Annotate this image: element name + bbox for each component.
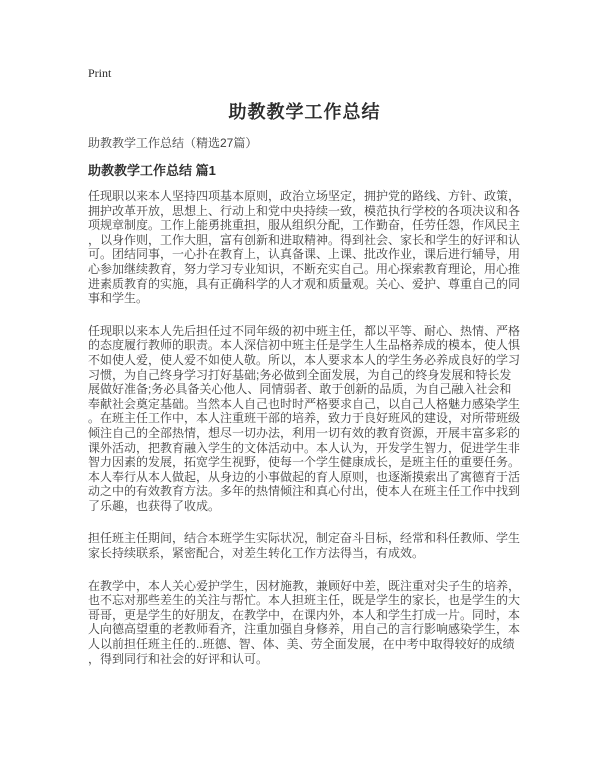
paragraph-1: 任现职以来本人坚持四项基本原则，政治立场坚定，拥护党的路线、方针、政策，拥护改革开放，思想上、行动上和党中央持续一致，模范执行学校的各项决议和各项规章制度。工作上能勇挑重担，服从组织分配，工作勤奋，任劳任怨，作风民主，以身作则，工作大胆，富有创新和进取精神。得到社会、家长和学生的好评和认可。团结同事，一心扑在教育上，认真备课、上课、批改作业，课后进行辅导，用心参加继续教育，努力学习专业知识，不断充实自己。用心探索教育理论，用心推进素质教育的实施，具有正确科学的人才观和质量观。关心、爱护、尊重自己的同事和学生。 <box>88 189 521 306</box>
paragraph-3: 担任班主任期间，结合本班学生实际状况，制定奋斗目标，经常和科任教师、学生家长持续联系，紧密配合，对差生转化工作方法得当，有成效。 <box>88 531 521 561</box>
paragraph-2: 任现职以来本人先后担任过不同年级的初中班主任，都以平等、耐心、热情、严格的态度履行教师的职责。本人深信初中班主任是学生人生品格养成的模本，使人惧不如使人爱，使人爱不如使人敬。所以，本人要求本人的学生务必养成良好的学习习惯，为自己终身学习打好基础;务必做到全面发展，为自己的终身发展和特长发展做好准备;务必具备关心他人、同情弱者、敢于创新的品质，为自己融入社会和奉献社会奠定基础。当然本人自己也时时严格要求自己，以自己人格魅力感染学生。在班主任工作中，本人注重班干部的培养，致力于良好班风的建设，对所带班级倾注自己的全部热情，想尽一切办法，利用一切有效的教育资源，开展丰富多彩的课外活动，把教育融入学生的文体活动中。本人认为，开发学生智力，促进学生非智力因素的发展，拓宽学生视野，使每一个学生健康成长，是班主任的重要任务。本人奉行从本人做起，从身边的小事做起的育人原则，也逐渐摸索出了寓德育于活动之中的有效教育方法。多年的热情倾注和真心付出，使本人在班主任工作中找到了乐趣，也获得了收成。 <box>88 323 521 513</box>
article-subtitle: 助教教学工作总结（精选27篇） <box>88 136 258 150</box>
print-button[interactable]: Print <box>88 66 112 80</box>
article-body <box>88 189 521 666</box>
section-heading: 助教教学工作总结 篇1 <box>88 163 216 178</box>
page-title: 助教教学工作总结 <box>228 102 381 122</box>
paragraph-4: 在教学中，本人关心爱护学生，因材施教，兼顾好中差，既注重对尖子生的培养，也不忘对那些差生的关注与帮忙。本人担班主任，既是学生的家长，也是学生的大哥哥，更是学生的好朋友，在教学中，在课内外，本人和学生打成一片。同时，本人向德高望重的老教师看齐，注重加强自身修养，用自己的言行影响感染学生，本人以前担任班主任的..班德、智、体、美、劳全面发展，在中考中取得较好的成绩，得到同行和社会的好评和认可。 <box>88 578 521 666</box>
